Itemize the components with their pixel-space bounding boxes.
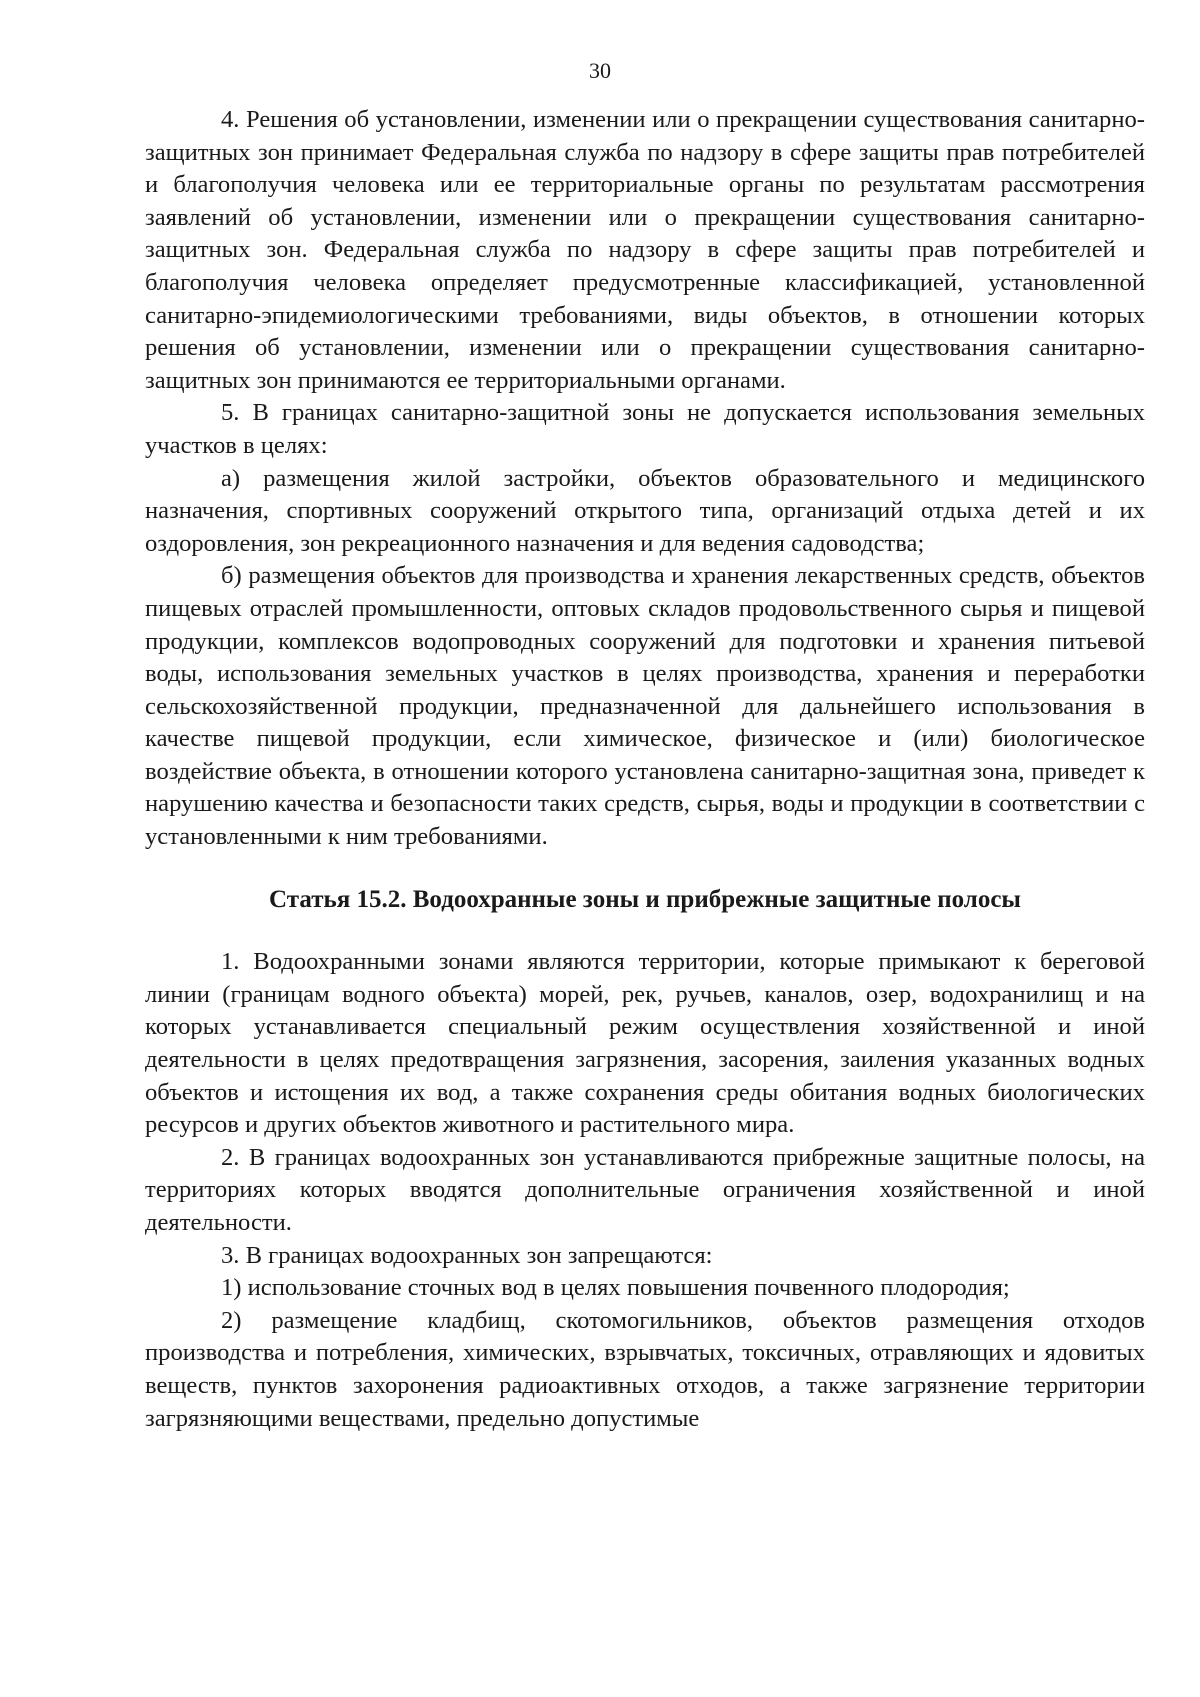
paragraph-3-prohibitions: 3. В границах водоохранных зон запрещаются: (221, 1241, 713, 1269)
prohibition-item-2: 2) размещение кладбищ, скотомогильников, объектов размещения отходов производства и потребления, химических, взрывчатых, токсичных, отравляющих и ядовитых веществ, пунктов захоронения радиоактивных отходов, а также загрязнение территории загрязняющими веществами, предельно допустимые (145, 1306, 1145, 1432)
paragraph-4-szz-decisions: 4. Решения об установлении, изменении или о прекращении существования санитарно-защитных зон принимает Федеральная служба по надзору в сфере защиты прав потребителей и благополучия человека или ее территориальные органы по результатам рассмотрения заявлений об установлении, изменении или о прекращении существования санитарно-защитных зон. Федеральная служба по надзору в сфере защиты прав потребителей и благополучия человека определяет предусмотренные классификацией, установленной санитарно-эпидемиологическими требованиями, виды объектов, в отношении которых решения об установлении, изменении или о прекращении существования санитарно-защитных зон принимаются ее территориальными органами. (145, 106, 1145, 394)
article-heading: Статья 15.2. Водоохранные зоны и прибрежные защитные полосы (269, 885, 1021, 913)
paragraph-5-szz-restrictions: 5. В границах санитарно-защитной зоны не допускается использования земельных участков в целях: (145, 399, 1145, 459)
prohibition-item-1: 1) использование сточных вод в целях повышения почвенного плодородия; (221, 1274, 1010, 1302)
paragraph-2-coastal-strips: 2. В границах водоохранных зон устанавливаются прибрежные защитные полосы, на территориях которых вводятся дополнительные ограничения хозяйственной и иной деятельности. (145, 1143, 1145, 1236)
subparagraph-b: б) размещения объектов для производства и хранения лекарственных средств, объектов пищевых отраслей промышленности, оптовых складов продовольственного сырья и пищевой продукции, комплексов водопроводных сооружений для подготовки и хранения питьевой воды, использования земельных участков в целях производства, хранения и переработки сельскохозяйственной продукции, предназначенной для дальнейшего использования в качестве пищевой продукции, если химическое, физическое и (или) биологическое воздействие объекта, в отношении которого установлена санитарно-защитная зона, приведет к нарушению качества и безопасности таких средств, сырья, воды и продукции в соответствии с установленными к ним требованиями. (145, 562, 1145, 851)
subparagraph-a: а) размещения жилой застройки, объектов образовательного и медицинского назначения, спортивных сооружений открытого типа, организаций отдыха детей и их оздоровления, зон рекреационного назначения и для ведения садоводства; (145, 464, 1145, 557)
page-number: 30 (589, 58, 611, 83)
paragraph-1-water-protection-zones: 1. Водоохранными зонами являются территории, которые примыкают к береговой линии (границам водного объекта) морей, рек, ручьев, каналов, озер, водохранилищ и на которых устанавливается специальный режим осуществления хозяйственной и иной деятельности в целях предотвращения загрязнения, засорения, заиления указанных водных объектов и истощения их вод, а также сохранения среды обитания водных биологических ресурсов и других объектов животного и растительного мира. (145, 948, 1145, 1139)
document-body (145, 104, 1145, 1435)
